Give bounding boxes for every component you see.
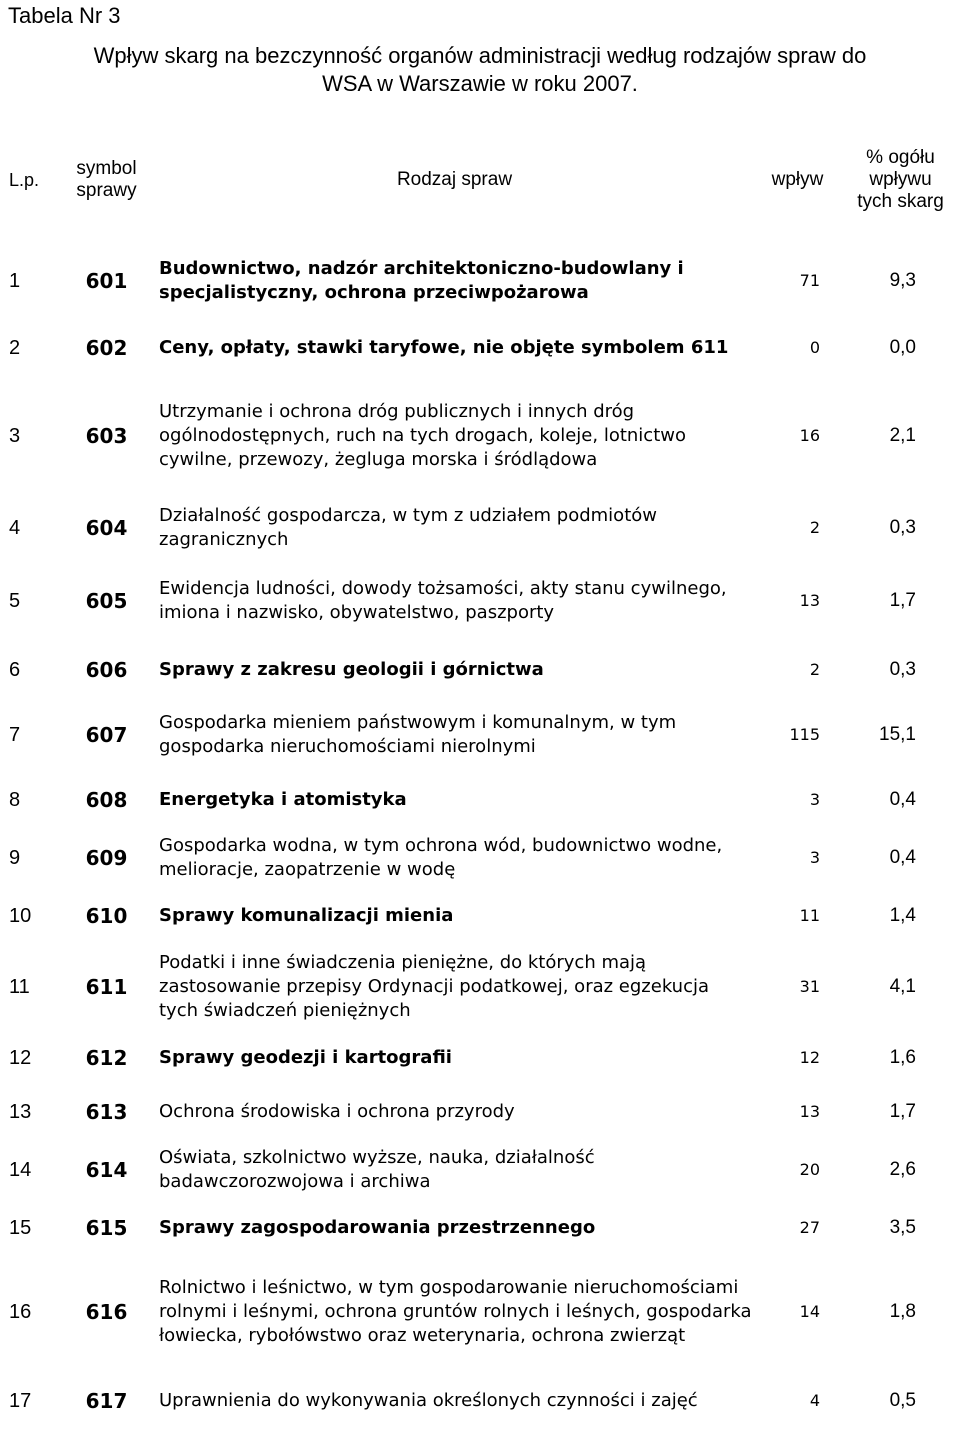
row-lp: 15 bbox=[1, 1201, 59, 1255]
row-percent: 1,7 bbox=[841, 1085, 960, 1139]
row-symbol: 611 bbox=[59, 943, 155, 1031]
table-title-line-2: WSA w Warszawie w roku 2007. bbox=[0, 70, 960, 98]
table-body bbox=[1, 241, 960, 1433]
row-lp: 7 bbox=[1, 697, 59, 773]
row-inflow: 20 bbox=[755, 1139, 841, 1201]
table-row bbox=[1, 241, 960, 321]
row-percent: 0,5 bbox=[841, 1369, 960, 1433]
row-lp: 9 bbox=[1, 827, 59, 889]
col-header-percent-line-2: wpływu bbox=[843, 169, 958, 191]
row-percent: 3,5 bbox=[841, 1201, 960, 1255]
row-symbol: 605 bbox=[59, 559, 155, 643]
col-header-inflow: wpływ bbox=[755, 119, 841, 241]
row-kind: Ceny, opłaty, stawki taryfowe, nie objęte symbolem 611 bbox=[155, 321, 755, 375]
table-row bbox=[1, 889, 960, 943]
table-label: Tabela Nr 3 bbox=[8, 2, 121, 30]
row-lp: 2 bbox=[1, 321, 59, 375]
row-kind: Sprawy geodezji i kartografii bbox=[155, 1031, 755, 1085]
row-lp: 10 bbox=[1, 889, 59, 943]
row-percent: 0,4 bbox=[841, 773, 960, 827]
row-symbol: 613 bbox=[59, 1085, 155, 1139]
table-row bbox=[1, 1255, 960, 1369]
row-inflow: 71 bbox=[755, 241, 841, 321]
row-kind: Gospodarka mieniem państwowym i komunalnym, w tym gospodarka nieruchomościami nierolnymi bbox=[155, 697, 755, 773]
col-header-percent-line-1: % ogółu bbox=[843, 147, 958, 169]
row-percent: 2,1 bbox=[841, 375, 960, 497]
row-kind: Sprawy zagospodarowania przestrzennego bbox=[155, 1201, 755, 1255]
row-symbol: 614 bbox=[59, 1139, 155, 1201]
row-percent: 1,8 bbox=[841, 1255, 960, 1369]
row-lp: 13 bbox=[1, 1085, 59, 1139]
row-kind: Podatki i inne świadczenia pieniężne, do których mają zastosowanie przepisy Ordynacji podatkowej, oraz egzekucja tych świadczeń pieniężnych bbox=[155, 943, 755, 1031]
row-percent: 0,3 bbox=[841, 497, 960, 559]
complaints-table bbox=[0, 118, 960, 1433]
table-row bbox=[1, 559, 960, 643]
row-lp: 11 bbox=[1, 943, 59, 1031]
row-lp: 5 bbox=[1, 559, 59, 643]
row-lp: 3 bbox=[1, 375, 59, 497]
row-symbol: 602 bbox=[59, 321, 155, 375]
row-kind: Rolnictwo i leśnictwo, w tym gospodarowanie nieruchomościami rolnymi i leśnymi, ochrona gruntów rolnych i leśnych, gospodarka łowiecka, rybołówstwo oraz weterynaria, ochrona zwierząt bbox=[155, 1255, 755, 1369]
row-kind: Budownictwo, nadzór architektoniczno-budowlany i specjalistyczny, ochrona przeciwpożarowa bbox=[155, 241, 755, 321]
table-title-line-1: Wpływ skarg na bezczynność organów administracji według rodzajów spraw do bbox=[0, 42, 960, 70]
row-percent: 4,1 bbox=[841, 943, 960, 1031]
row-inflow: 2 bbox=[755, 497, 841, 559]
row-lp: 4 bbox=[1, 497, 59, 559]
row-percent: 2,6 bbox=[841, 1139, 960, 1201]
row-percent: 1,6 bbox=[841, 1031, 960, 1085]
row-percent: 15,1 bbox=[841, 697, 960, 773]
row-inflow: 4 bbox=[755, 1369, 841, 1433]
row-symbol: 616 bbox=[59, 1255, 155, 1369]
row-inflow: 13 bbox=[755, 1085, 841, 1139]
row-kind: Energetyka i atomistyka bbox=[155, 773, 755, 827]
row-kind: Utrzymanie i ochrona dróg publicznych i innych dróg ogólnodostępnych, ruch na tych drogach, koleje, lotnictwo cywilne, przewozy, żegluga morska i śródlądowa bbox=[155, 375, 755, 497]
row-inflow: 3 bbox=[755, 827, 841, 889]
table-row bbox=[1, 1139, 960, 1201]
row-symbol: 609 bbox=[59, 827, 155, 889]
row-kind: Działalność gospodarcza, w tym z udziałem podmiotów zagranicznych bbox=[155, 497, 755, 559]
table-row bbox=[1, 773, 960, 827]
row-symbol: 601 bbox=[59, 241, 155, 321]
row-kind: Sprawy komunalizacji mienia bbox=[155, 889, 755, 943]
table-row bbox=[1, 375, 960, 497]
row-inflow: 31 bbox=[755, 943, 841, 1031]
row-lp: 8 bbox=[1, 773, 59, 827]
row-lp: 17 bbox=[1, 1369, 59, 1433]
table-row bbox=[1, 1201, 960, 1255]
row-kind: Sprawy z zakresu geologii i górnictwa bbox=[155, 643, 755, 697]
row-lp: 6 bbox=[1, 643, 59, 697]
table-row bbox=[1, 697, 960, 773]
table-row bbox=[1, 827, 960, 889]
row-symbol: 608 bbox=[59, 773, 155, 827]
row-percent: 9,3 bbox=[841, 241, 960, 321]
table-row bbox=[1, 1031, 960, 1085]
row-kind: Gospodarka wodna, w tym ochrona wód, budownictwo wodne, melioracje, zaopatrzenie w wodę bbox=[155, 827, 755, 889]
table-row bbox=[1, 643, 960, 697]
table-row bbox=[1, 1085, 960, 1139]
row-percent: 1,4 bbox=[841, 889, 960, 943]
row-percent: 1,7 bbox=[841, 559, 960, 643]
row-inflow: 115 bbox=[755, 697, 841, 773]
row-inflow: 2 bbox=[755, 643, 841, 697]
col-header-percent bbox=[841, 119, 960, 241]
row-symbol: 604 bbox=[59, 497, 155, 559]
row-inflow: 3 bbox=[755, 773, 841, 827]
header-row bbox=[1, 119, 960, 241]
row-kind: Uprawnienia do wykonywania określonych czynności i zajęć bbox=[155, 1369, 755, 1433]
row-percent: 0,4 bbox=[841, 827, 960, 889]
row-kind: Oświata, szkolnictwo wyższe, nauka, działalność badawczorozwojowa i archiwa bbox=[155, 1139, 755, 1201]
row-percent: 0,0 bbox=[841, 321, 960, 375]
col-header-lp: L.p. bbox=[1, 119, 59, 241]
table-row bbox=[1, 1369, 960, 1433]
table-row bbox=[1, 321, 960, 375]
row-kind: Ewidencja ludności, dowody tożsamości, akty stanu cywilnego, imiona i nazwisko, obywatelstwo, paszporty bbox=[155, 559, 755, 643]
row-symbol: 603 bbox=[59, 375, 155, 497]
table-title bbox=[0, 42, 960, 98]
col-header-kind: Rodzaj spraw bbox=[155, 119, 755, 241]
row-symbol: 606 bbox=[59, 643, 155, 697]
row-inflow: 14 bbox=[755, 1255, 841, 1369]
col-header-percent-line-3: tych skarg bbox=[843, 191, 958, 213]
row-symbol: 612 bbox=[59, 1031, 155, 1085]
table-row bbox=[1, 497, 960, 559]
row-inflow: 11 bbox=[755, 889, 841, 943]
row-lp: 1 bbox=[1, 241, 59, 321]
row-symbol: 607 bbox=[59, 697, 155, 773]
col-header-symbol: symbol sprawy bbox=[59, 119, 155, 241]
row-inflow: 13 bbox=[755, 559, 841, 643]
table-row bbox=[1, 943, 960, 1031]
row-inflow: 12 bbox=[755, 1031, 841, 1085]
row-lp: 14 bbox=[1, 1139, 59, 1201]
row-inflow: 16 bbox=[755, 375, 841, 497]
row-inflow: 27 bbox=[755, 1201, 841, 1255]
row-kind: Ochrona środowiska i ochrona przyrody bbox=[155, 1085, 755, 1139]
row-percent: 0,3 bbox=[841, 643, 960, 697]
row-symbol: 610 bbox=[59, 889, 155, 943]
row-lp: 12 bbox=[1, 1031, 59, 1085]
row-inflow: 0 bbox=[755, 321, 841, 375]
row-symbol: 617 bbox=[59, 1369, 155, 1433]
row-lp: 16 bbox=[1, 1255, 59, 1369]
row-symbol: 615 bbox=[59, 1201, 155, 1255]
